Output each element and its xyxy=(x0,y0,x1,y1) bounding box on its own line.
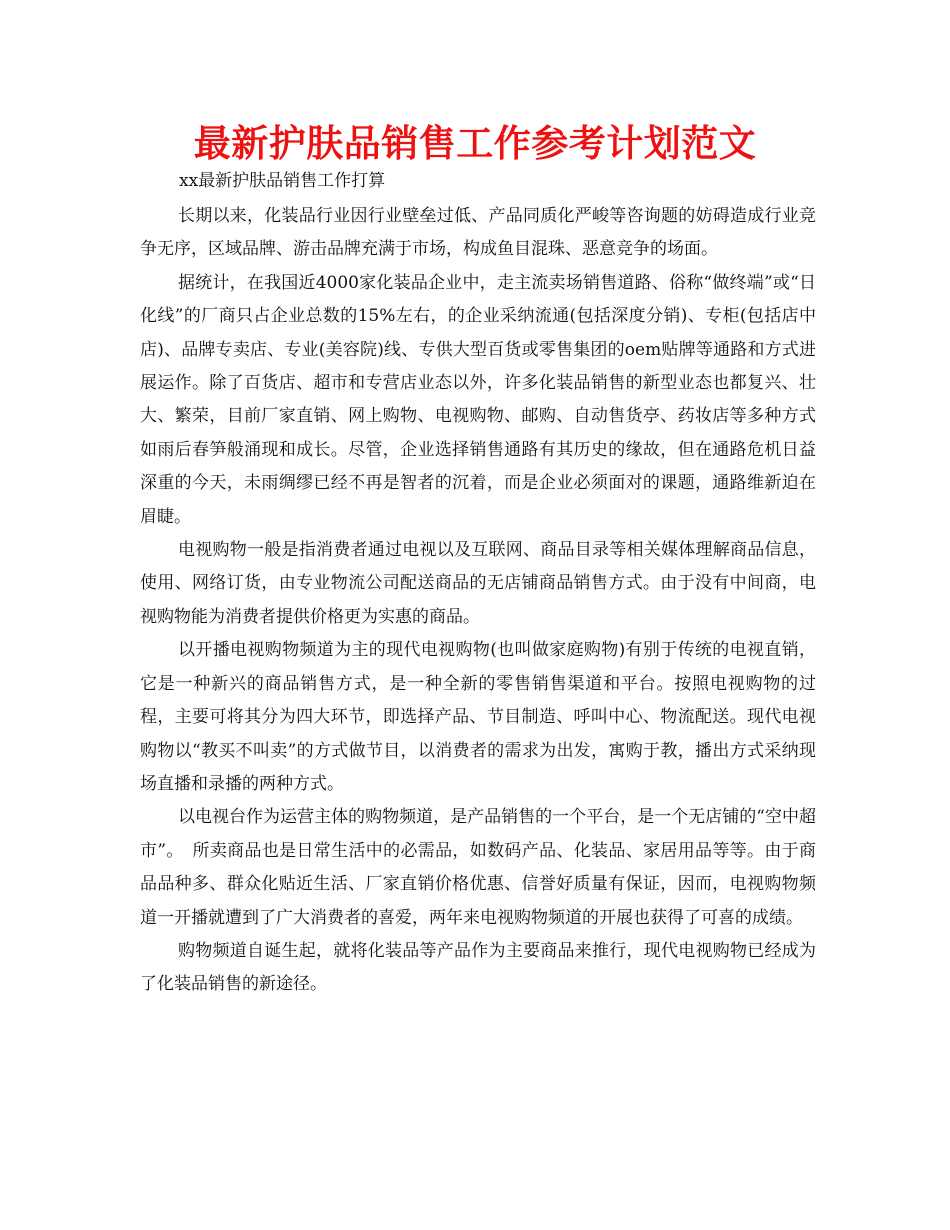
document-subtitle: xx最新护肤品销售工作打算 xyxy=(179,171,386,191)
paragraph: 据统计，在我国近4000家化装品企业中，走主流卖场销售道路、俗称“做终端”或“日化线”的厂商只占企业总数的15%左右，的企业采纳流通(包括深度分销)、专柜(包括店中店)、品牌专卖店、专业(美容院)线、专供大型百货或零售集团的oem贴牌等通路和方式进展运作。除了百货店、超市和专营店业态以外，许多化装品销售的新型业态也都复兴、壮大、繁荣，目前厂家直销、网上购物、电视购物、邮购、自动售货亭、药妆店等多种方式如雨后春笋般涌现和成长。尽管，企业选择销售通路有其历史的缘故，但在通路危机日益深重的今天，未雨绸缪已经不再是智者的沉着，而是企业必须面对的课题，通路维新迫在眉睫。 xyxy=(140,272,816,527)
paragraph: 以电视台作为运营主体的购物频道，是产品销售的一个平台，是一个无店铺的“空中超市”。 所卖商品也是日常生活中的必需品，如数码产品、化装品、家居用品等等。由于商品品种多、群众化贴近生活、厂家直销价格优惠、信誉好质量有保证，因而，电视购物频道一开播就遭到了广大消费者的喜爱，两年来电视购物频道的开展也获得了可喜的成绩。 xyxy=(140,807,816,928)
paragraph: 长期以来，化装品行业因行业壁垒过低、产品同质化严峻等咨询题的妨碍造成行业竞争无序，区域品牌、游击品牌充满于市场，构成鱼目混珠、恶意竞争的场面。 xyxy=(140,206,816,260)
document-body xyxy=(140,200,816,1002)
paragraph: 购物频道自诞生起，就将化装品等产品作为主要商品来推行，现代电视购物已经成为了化装品销售的新途径。 xyxy=(140,940,816,995)
document-title: 最新护肤品销售工作参考计划范文 xyxy=(193,122,757,165)
paragraph: 以开播电视购物频道为主的现代电视购物(也叫做家庭购物)有别于传统的电视直销，它是一种新兴的商品销售方式，是一种全新的零售销售渠道和平台。按照电视购物的过程，主要可将其分为四大环节，即选择产品、节目制造、呼叫中心、物流配送。现代电视购物以“教买不叫卖”的方式做节目，以消费者的需求为出发，寓购于教，播出方式采纳现场直播和录播的两种方式。 xyxy=(140,640,816,794)
paragraph: 电视购物一般是指消费者通过电视以及互联网、商品目录等相关媒体理解商品信息，使用、网络订货，由专业物流公司配送商品的无店铺商品销售方式。由于没有中间商，电视购物能为消费者提供价格更为实惠的商品。 xyxy=(140,540,816,627)
